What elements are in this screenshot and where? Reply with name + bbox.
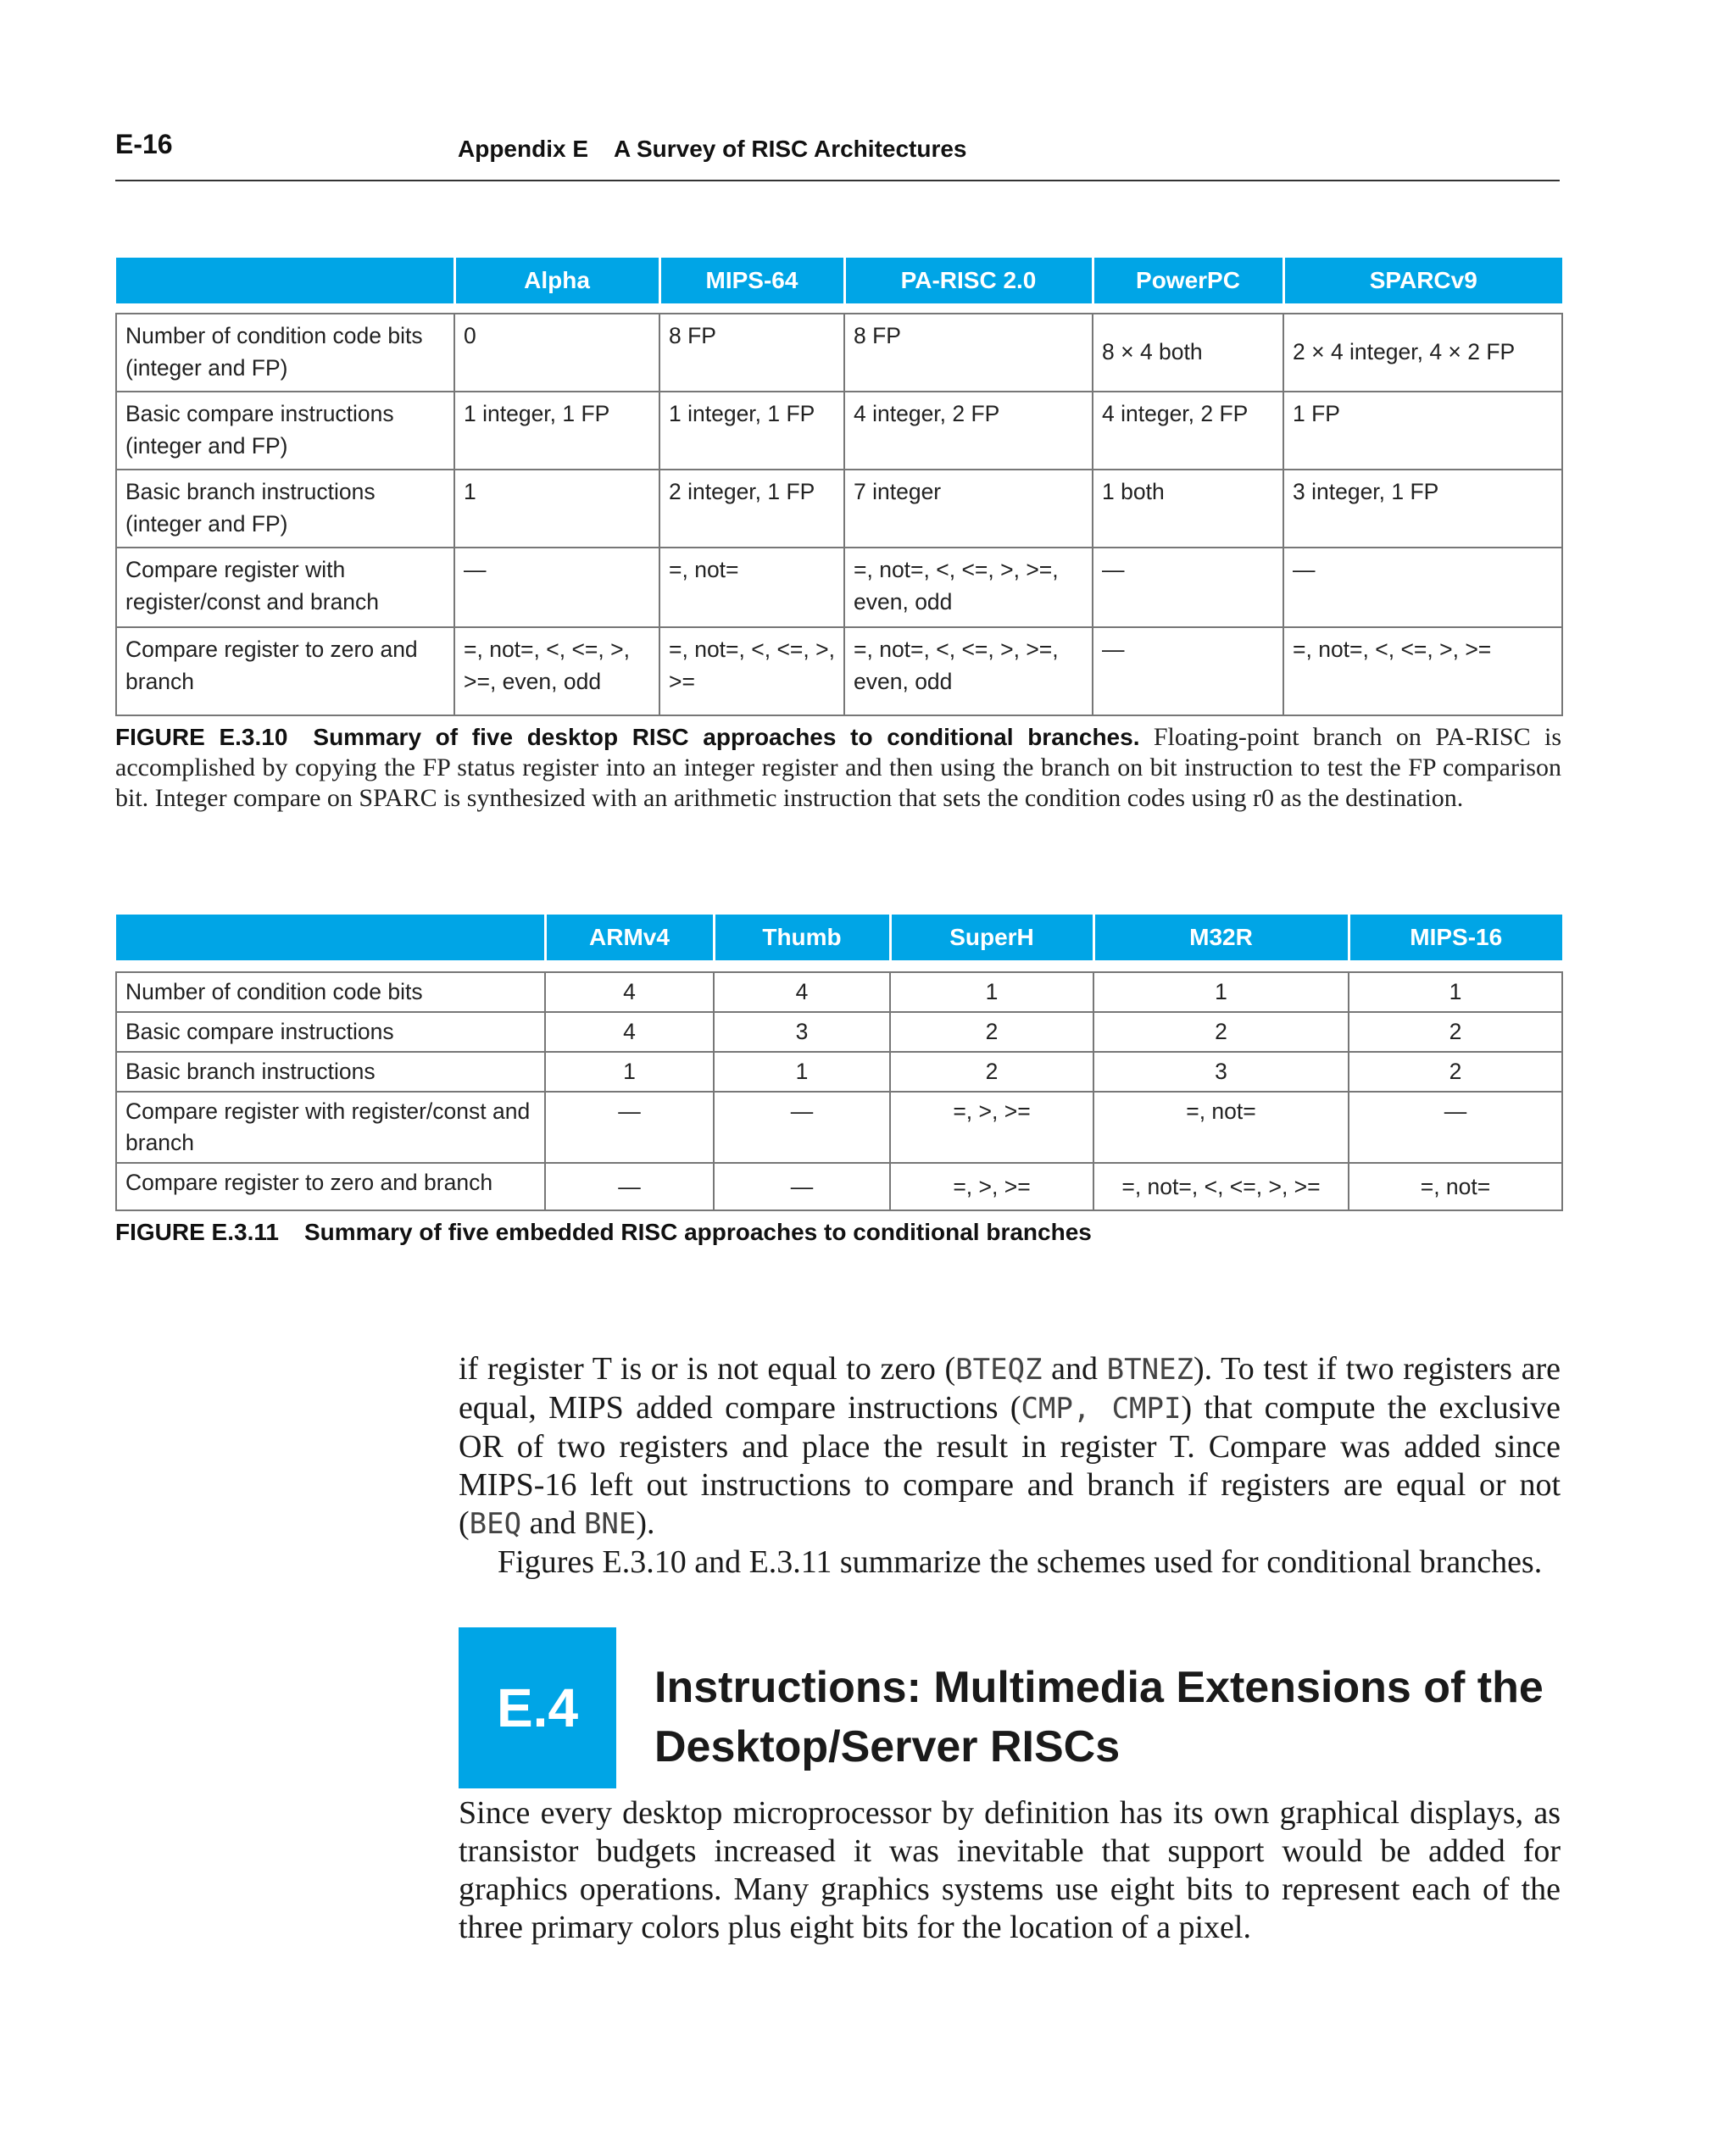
table-cell: — bbox=[454, 548, 659, 627]
table-cell: 2 bbox=[1093, 1012, 1349, 1052]
figure-caption-e3-10 bbox=[115, 722, 1561, 814]
table-cell: 1 bbox=[714, 1052, 890, 1092]
header-corner bbox=[116, 258, 454, 303]
table-cell: 1 FP bbox=[1283, 392, 1562, 470]
appendix-title: A Survey of RISC Architectures bbox=[614, 136, 967, 162]
table-cell: 1 bbox=[1349, 972, 1562, 1012]
body-paragraph: Since every desktop microprocessor by definition has its own graphical displays, as transistor budgets increased it was inevitable that support would be added for graphics operations. Many graphics systems use eight bits to represent each of the three primary colors plus eight bits for the location of a pixel. bbox=[459, 1795, 1561, 1945]
figure-title: Summary of five embedded RISC approaches to conditional branches bbox=[303, 1219, 1092, 1245]
table-cell: =, not= bbox=[1093, 1092, 1349, 1163]
header-rule bbox=[115, 180, 1560, 181]
table-cell: =, not= bbox=[659, 548, 844, 627]
table-cell: 7 integer bbox=[844, 470, 1093, 548]
text-run: ). To test if two registers are equal, MIPS added compare instructions ( bbox=[459, 1351, 1561, 1426]
code-text: BEQ bbox=[469, 1507, 522, 1541]
appendix-label: Appendix E bbox=[458, 136, 589, 162]
table-cell: 8 FP bbox=[659, 314, 844, 392]
table-cell: 2 bbox=[890, 1012, 1093, 1052]
column-header: MIPS-64 bbox=[659, 258, 844, 303]
table-cell: 2 bbox=[890, 1052, 1093, 1092]
column-header: Thumb bbox=[714, 915, 890, 960]
table-cell: 4 bbox=[714, 972, 890, 1012]
table-cell: — bbox=[1093, 627, 1283, 715]
column-header: M32R bbox=[1093, 915, 1349, 960]
row-label: Compare register to zero and branch bbox=[116, 1163, 545, 1210]
code-text: BTNEZ bbox=[1106, 1353, 1194, 1387]
column-header: PowerPC bbox=[1093, 258, 1283, 303]
embedded-branch-table bbox=[115, 915, 1563, 1211]
table-cell: — bbox=[545, 1163, 714, 1210]
row-label: Compare register with register/const and branch bbox=[116, 548, 454, 627]
row-label: Number of condition code bits bbox=[116, 972, 545, 1012]
table-cell: 8 × 4 both bbox=[1093, 314, 1283, 392]
table-cell: =, >, >= bbox=[890, 1092, 1093, 1163]
table-row bbox=[116, 470, 1562, 548]
column-header: Alpha bbox=[454, 258, 659, 303]
table-row bbox=[116, 314, 1562, 392]
table-cell: 1 bbox=[1093, 972, 1349, 1012]
table-cell: — bbox=[1093, 548, 1283, 627]
row-label: Compare register with register/const and branch bbox=[116, 1092, 545, 1163]
column-header: PA-RISC 2.0 bbox=[844, 258, 1093, 303]
desktop-branch-table bbox=[115, 258, 1563, 716]
table-cell: 1 bbox=[454, 470, 659, 548]
running-title bbox=[458, 136, 967, 163]
table-row bbox=[116, 1052, 1562, 1092]
table-cell: — bbox=[714, 1163, 890, 1210]
table-cell: =, not=, <, <=, >, >= bbox=[1093, 1163, 1349, 1210]
table-cell: 1 integer, 1 FP bbox=[454, 392, 659, 470]
table-cell: =, not=, <, <=, >, >=, even, odd bbox=[844, 627, 1093, 715]
table-cell: =, not=, <, <=, >, >= bbox=[1283, 627, 1562, 715]
table-row bbox=[116, 392, 1562, 470]
header-corner bbox=[116, 915, 545, 960]
table-row bbox=[116, 1012, 1562, 1052]
row-label: Number of condition code bits (integer and FP) bbox=[116, 314, 454, 392]
table-cell: 4 bbox=[545, 972, 714, 1012]
table-row bbox=[116, 548, 1562, 627]
table-cell: — bbox=[1283, 548, 1562, 627]
table-cell: 3 integer, 1 FP bbox=[1283, 470, 1562, 548]
table-row bbox=[116, 1092, 1562, 1163]
table-cell: 2 integer, 1 FP bbox=[659, 470, 844, 548]
text-run: and bbox=[521, 1505, 584, 1541]
table-cell: =, not=, <, <=, >, >=, even, odd bbox=[454, 627, 659, 715]
figure-caption-e3-11 bbox=[115, 1219, 1561, 1246]
row-label: Basic compare instructions (integer and FP) bbox=[116, 392, 454, 470]
table-cell: 0 bbox=[454, 314, 659, 392]
table-cell: — bbox=[714, 1092, 890, 1163]
table-cell: 1 bbox=[890, 972, 1093, 1012]
table-cell: 4 bbox=[545, 1012, 714, 1052]
section-number-badge: E.4 bbox=[459, 1627, 616, 1788]
table-cell: 2 bbox=[1349, 1052, 1562, 1092]
table-row bbox=[116, 627, 1562, 715]
table-cell: 4 integer, 2 FP bbox=[1093, 392, 1283, 470]
table-cell: =, not= bbox=[1349, 1163, 1562, 1210]
table-cell: =, >, >= bbox=[890, 1163, 1093, 1210]
row-label: Compare register to zero and branch bbox=[116, 627, 454, 715]
row-label: Basic branch instructions (integer and FP) bbox=[116, 470, 454, 548]
table-row bbox=[116, 972, 1562, 1012]
text-run: Figures E.3.10 and E.3.11 summarize the schemes used for conditional branches. bbox=[498, 1544, 1543, 1580]
table-cell: 3 bbox=[1093, 1052, 1349, 1092]
column-header: MIPS-16 bbox=[1349, 915, 1562, 960]
text-run: ) that compute the exclusive OR of two registers and place the result in register T. Compare was added since MIPS-16 left out instructions to compare and branch if registers are equal or not ( bbox=[459, 1390, 1561, 1541]
section-title: Instructions: Multimedia Extensions of the Desktop/Server RISCs bbox=[654, 1663, 1544, 1771]
text-run: and bbox=[1042, 1351, 1107, 1387]
code-text: BTEQZ bbox=[955, 1353, 1043, 1387]
text-run: if register T is or is not equal to zero ( bbox=[459, 1351, 956, 1387]
table-cell: 8 FP bbox=[844, 314, 1093, 392]
column-header: SPARCv9 bbox=[1283, 258, 1562, 303]
row-label: Basic branch instructions bbox=[116, 1052, 545, 1092]
table-cell: 1 bbox=[545, 1052, 714, 1092]
column-header: ARMv4 bbox=[545, 915, 714, 960]
table-row bbox=[116, 1163, 1562, 1210]
table-cell: 3 bbox=[714, 1012, 890, 1052]
table-cell: =, not=, <, <=, >, >=, even, odd bbox=[844, 548, 1093, 627]
table-cell: =, not=, <, <=, >, >= bbox=[659, 627, 844, 715]
code-text: CMP, CMPI bbox=[1021, 1392, 1182, 1426]
table-cell: 1 integer, 1 FP bbox=[659, 392, 844, 470]
figure-label: FIGURE E.3.11 bbox=[115, 1219, 279, 1245]
table-header-row bbox=[116, 915, 1562, 960]
code-text: BNE bbox=[583, 1507, 637, 1541]
table-cell: 2 bbox=[1349, 1012, 1562, 1052]
table-cell: — bbox=[545, 1092, 714, 1163]
row-label: Basic compare instructions bbox=[116, 1012, 545, 1052]
table-cell: 4 integer, 2 FP bbox=[844, 392, 1093, 470]
table-header-row bbox=[116, 258, 1562, 303]
table-cell: 2 × 4 integer, 4 × 2 FP bbox=[1283, 314, 1562, 392]
column-header: SuperH bbox=[890, 915, 1093, 960]
table-cell: — bbox=[1349, 1092, 1562, 1163]
table-cell: 1 both bbox=[1093, 470, 1283, 548]
figure-title: Summary of five desktop RISC approaches to conditional branches. bbox=[313, 724, 1140, 750]
figure-label: FIGURE E.3.10 bbox=[115, 724, 288, 750]
page-number: E-16 bbox=[115, 129, 173, 159]
body-paragraph bbox=[459, 1350, 1561, 1582]
text-run: ). bbox=[636, 1505, 655, 1541]
figure-description: Floating-point branch on PA-RISC is accomplished by copying the FP status register into an integer register and then using the branch on bit instruction to test the FP comparison bit. Integer compare on SPARC is synthesized with an arithmetic instruction that sets the condition codes using r0 as the destination. bbox=[115, 723, 1562, 812]
